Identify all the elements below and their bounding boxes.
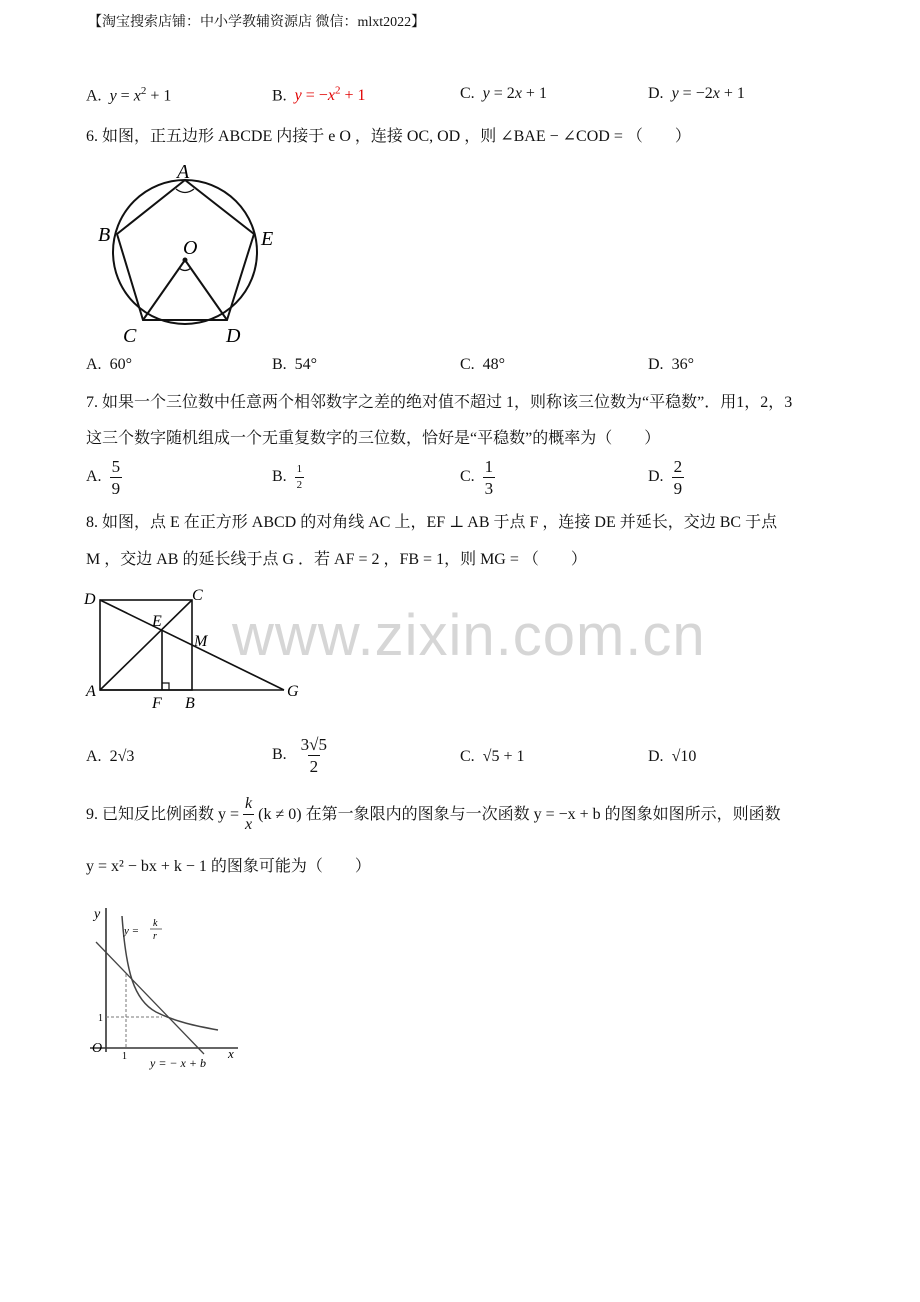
q6-label-e: E [261,228,274,250]
q8-right-angle-mark [162,683,169,690]
q6-angle-o-mark [179,268,191,271]
q6-question: 6. 如图，正五边形 ABCDE 内接于 e O ，连接 OC, OD ，则 ∠BAE − ∠COD = （ ） [86,128,691,145]
q5-option-b: B. $y = -x^2 + 1$ [272,85,366,105]
q7-option-d: D. $\frac{2}{9}$ [648,457,683,498]
q8-option-c: C. √5 + 1 [460,748,525,765]
q8-label-f: F [152,695,162,712]
q9-label-k: k [153,918,158,929]
q6-option-c: C. 48° [460,356,506,373]
q6-pentagon-figure [90,158,300,350]
q6-label-c: C [123,325,137,347]
watermark: www.zixin.com.cn [232,603,706,668]
q7-option-a: A. $\frac{5}{9}$ [86,457,121,498]
q5-option-c: C. y = 2x + 1 [460,85,547,102]
q9-label-line: y = − x + b [150,1056,206,1070]
q9-line [96,942,204,1054]
q8-question-line2: M ，交边 AB 的延长线于点 G ．若 AF = 2 ，FB = 1，则 MG = （ ） [86,551,587,568]
q9-question-line1: 9. 已知反比例函数 y = $\frac{k}{x}$ (k ≠ 0) 在第一象限内的图象与一次函数 y = −x + b 的图象如图所示，则函数 [86,795,781,833]
q6-label-d: D [226,325,241,347]
q7-option-b: B. $\frac{1}{2}$ [272,463,303,491]
q8-question-line1: 8. 如图，点 E 在正方形 ABCD 的对角线 AC 上，EF ⊥ AB 于点 F ，连接 DE 并延长，交边 BC 于点 [86,514,778,531]
q7-question-line1: 7. 如果一个三位数中任意两个相邻数字之差的绝对值不超过 1，则称该三位数为“平稳数”．用1，2，3 [86,394,793,411]
q6-label-b: B [98,224,111,246]
q8-label-m: M [194,633,208,650]
q6-option-d: D. 36° [648,356,694,373]
q9-label-x: x [228,1046,234,1061]
q6-label-a: A [177,161,190,183]
q9-question-line2: y = x² − bx + k − 1 的图象可能为（ ） [86,858,371,875]
q9-label-o: O [92,1041,103,1056]
q6-angle-a-mark [176,189,194,193]
q8-label-d: D [84,591,96,608]
page-header: 【淘宝搜索店铺：中小学教辅资源店 微信：mlxt2022】 [88,15,426,30]
q8-label-a: A [86,683,96,700]
q8-option-a: A. 2√3 [86,748,135,765]
q8-label-c: C [192,587,203,604]
q9-label-yeq: y = [124,925,140,937]
q8-option-b: B. $\frac{3√5}{2}$ [272,735,328,776]
q5-option-a: A. $y = x^2 + 1$ [86,85,172,105]
q6-segment-oc [143,260,185,320]
q7-option-c: C. $\frac{1}{3}$ [460,457,494,498]
q7-question-line2: 这三个数字随机组成一个无重复数字的三位数，恰好是“平稳数”的概率为（ ） [86,430,661,447]
q9-label-x-one: 1 [122,1051,127,1062]
q6-option-b: B. 54° [272,356,318,373]
q9-label-y-one: 1 [98,1013,103,1024]
q6-segment-od [185,260,227,320]
q9-function-figure [86,902,256,1074]
q9-label-y: y [94,907,101,922]
q8-diagonal-ac [100,600,192,690]
q8-label-b: B [185,695,195,712]
q6-label-o: O [183,237,198,259]
q8-option-d: D. √10 [648,748,697,765]
q9-label-r: r [153,931,157,942]
q8-label-e: E [152,613,162,630]
q5-option-d: D. y = −2x + 1 [648,85,745,102]
q8-label-g: G [287,683,299,700]
q6-option-a: A. 60° [86,356,132,373]
